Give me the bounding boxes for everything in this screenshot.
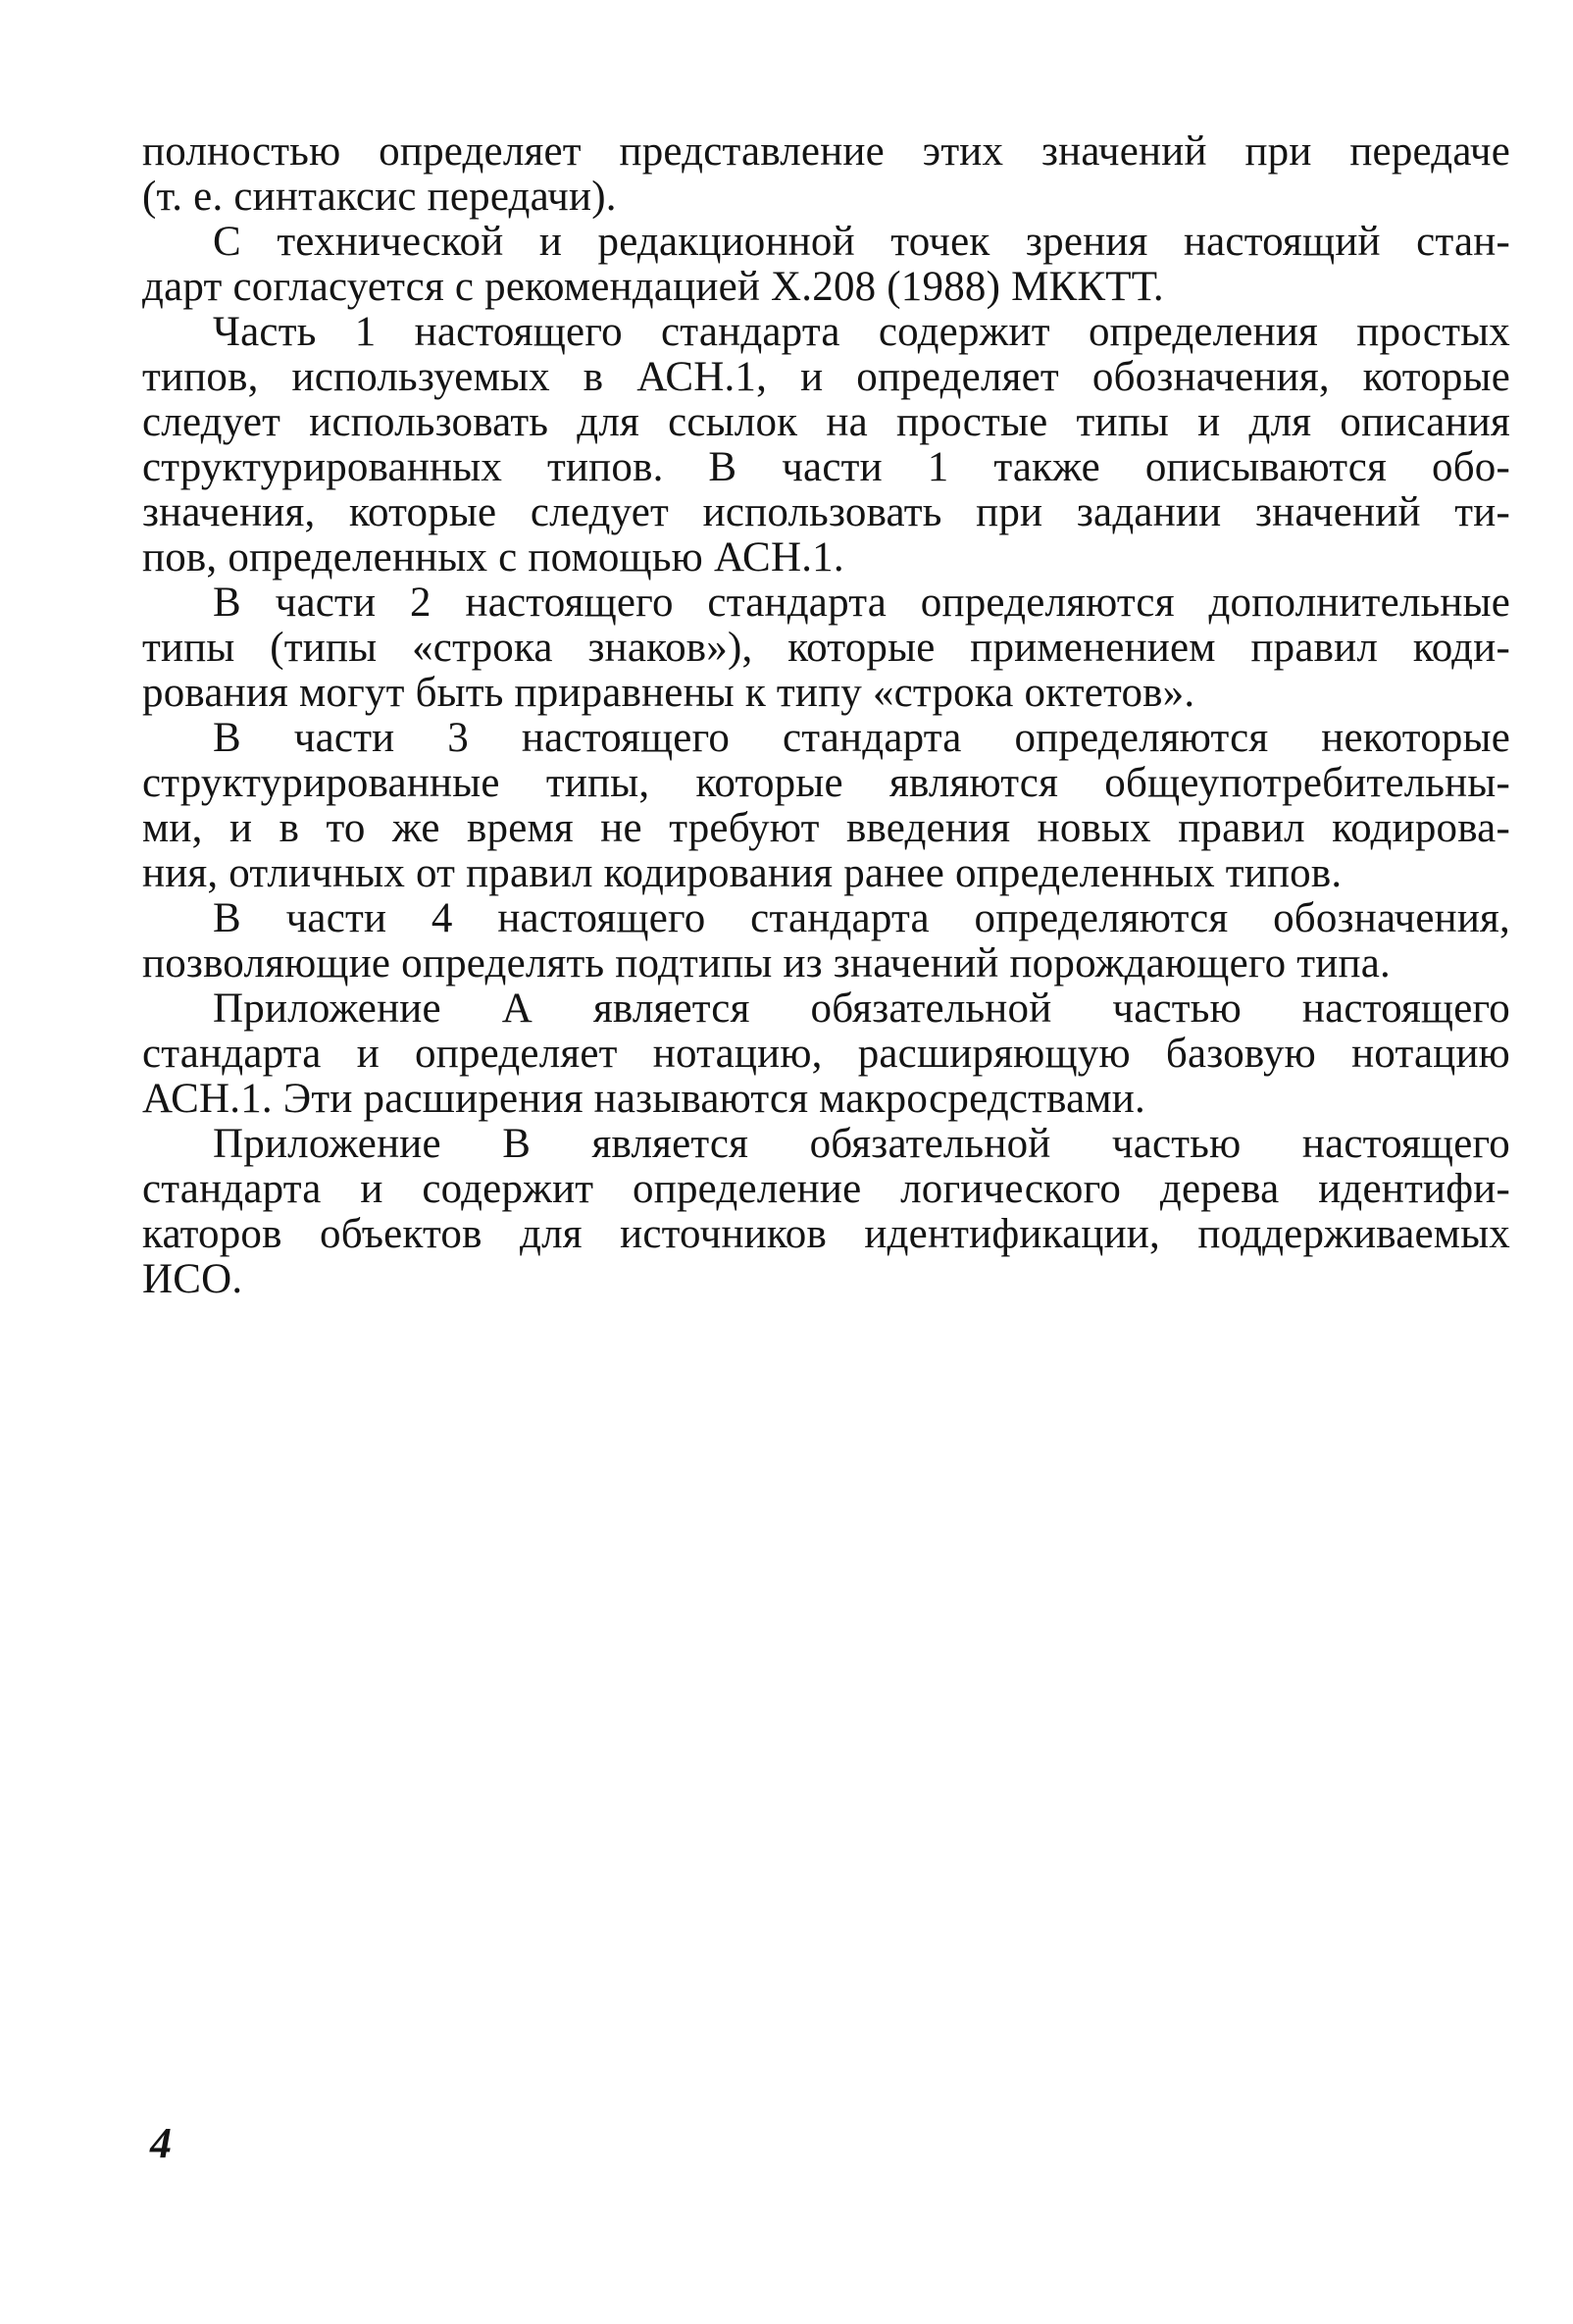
paragraph-3-line-3: следует использовать для ссылок на простые типы и для описания <box>142 399 1510 445</box>
paragraph-3-line-1: Часть 1 настоящего стандарта содержит определения простых <box>213 309 1510 355</box>
paragraph-1-line-2: (т. е. синтаксис передачи). <box>142 174 617 220</box>
paragraph-8-line-1: Приложение В является обязательной частью настоящего <box>213 1121 1510 1167</box>
paragraph-3-line-6: пов, определенных с помощью АСН.1. <box>142 534 844 581</box>
paragraph-1-line-1: полностью определяет представление этих значений при передаче <box>142 128 1510 175</box>
body-text <box>142 129 1510 1302</box>
paragraph-5-line-4: ния, отличных от правил кодирования ранее определенных типов. <box>142 850 1343 896</box>
paragraph-8-line-3: каторов объектов для источников идентификации, поддерживаемых <box>142 1211 1510 1257</box>
paragraph-3-line-4: структурированных типов. В части 1 также описываются обо- <box>142 444 1510 490</box>
paragraph-7-line-3: АСН.1. Эти расширения называются макросредствами. <box>142 1076 1145 1122</box>
page-number: 4 <box>150 2119 172 2167</box>
paragraph-5-line-2: структурированные типы, которые являются общеупотребительны- <box>142 760 1510 806</box>
paragraph-4-line-3: рования могут быть приравнены к типу «строка октетов». <box>142 670 1195 716</box>
paragraph-5-line-1: В части 3 настоящего стандарта определяются некоторые <box>213 715 1510 761</box>
paragraph-2-line-2: дарт согласуется с рекомендацией Х.208 (1988) МККТТ. <box>142 264 1164 310</box>
paragraph-5-line-3: ми, и в то же время не требуют введения новых правил кодирова- <box>142 805 1510 851</box>
paragraph-8-line-2: стандарта и содержит определение логического дерева идентифи- <box>142 1166 1510 1212</box>
paragraph-4-line-2: типы (типы «строка знаков»), которые применением правил коди- <box>142 625 1510 671</box>
paragraph-3-line-2: типов, используемых в АСН.1, и определяет обозначения, которые <box>142 354 1510 400</box>
paragraph-7-line-1: Приложение А является обязательной частью настоящего <box>213 985 1510 1032</box>
paragraph-2-line-1: С технической и редакционной точек зрения настоящий стан- <box>213 219 1510 265</box>
paragraph-6-line-2: позволяющие определять подтипы из значений порождающего типа. <box>142 940 1391 986</box>
paragraph-7-line-2: стандарта и определяет нотацию, расширяющую базовую нотацию <box>142 1031 1510 1077</box>
paragraph-3-line-5: значения, которые следует использовать при задании значений ти- <box>142 489 1510 535</box>
paragraph-6-line-1: В части 4 настоящего стандарта определяются обозначения, <box>213 895 1510 941</box>
paragraph-4-line-1: В части 2 настоящего стандарта определяются дополнительные <box>213 580 1510 626</box>
paragraph-8-line-4: ИСО. <box>142 1256 243 1302</box>
